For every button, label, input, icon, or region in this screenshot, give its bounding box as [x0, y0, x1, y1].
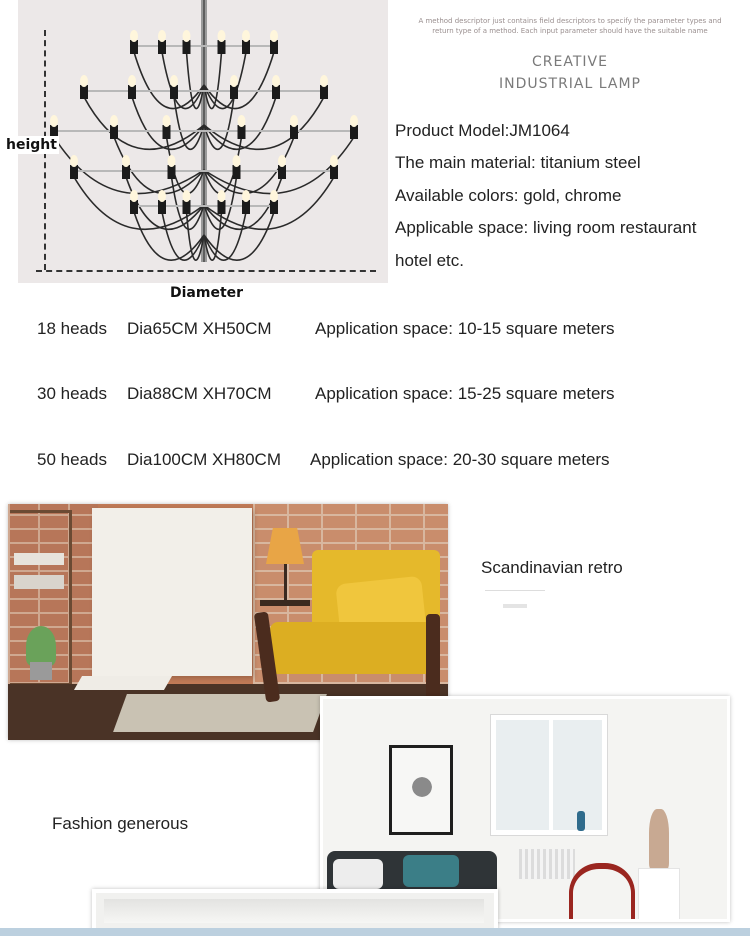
bulb — [183, 190, 191, 202]
bulb — [80, 75, 88, 87]
size-heads: 30 heads — [37, 384, 107, 403]
bulb — [218, 30, 226, 42]
bulb-socket — [110, 125, 118, 139]
size-dimensions: Dia65CM XH50CM — [127, 319, 272, 338]
chandelier-arm — [204, 52, 246, 109]
bulb — [50, 115, 58, 127]
bulb-socket — [320, 85, 328, 99]
spec-material: The main material: titanium steel — [395, 153, 641, 172]
bulb-socket — [278, 165, 286, 179]
size-application-space: Application space: 10-15 square meters — [315, 319, 615, 338]
size-application-space: Application space: 20-30 square meters — [310, 450, 610, 469]
title-industrial-lamp: INDUSTRIAL LAMP — [499, 76, 641, 92]
bulb — [163, 115, 171, 127]
bulb-socket — [290, 125, 298, 139]
bulb-socket — [170, 85, 178, 99]
bulb-socket — [270, 40, 278, 54]
chandelier-photo — [18, 0, 388, 283]
bulb-socket — [183, 40, 191, 54]
diameter-label: Diameter — [170, 285, 244, 301]
decorative-divider — [485, 590, 545, 591]
bulb — [183, 30, 191, 42]
bulb-socket — [350, 125, 358, 139]
height-label: height — [6, 137, 57, 153]
side-table — [260, 600, 310, 606]
bulb — [233, 155, 241, 167]
style-label-scandinavian: Scandinavian retro — [481, 558, 623, 577]
window — [491, 715, 607, 835]
bulb — [270, 30, 278, 42]
bulb — [278, 155, 286, 167]
bulb-socket — [70, 165, 78, 179]
bulb — [290, 115, 298, 127]
bulb-socket — [168, 165, 176, 179]
spec-product-model: Product Model:JM1064 — [395, 121, 570, 140]
bulb — [242, 30, 250, 42]
bulb-socket — [272, 85, 280, 99]
style-label-fashion: Fashion generous — [52, 814, 189, 833]
table-lamp-stem — [284, 564, 287, 604]
bulb-socket — [130, 200, 138, 214]
spec-applicable-space: Applicable space: living room restaurant — [395, 218, 697, 237]
armchair-arm-right — [426, 614, 440, 702]
radiator — [519, 849, 575, 879]
bulb-socket — [183, 200, 191, 214]
bulb-socket — [238, 125, 246, 139]
size-dimensions: Dia88CM XH70CM — [127, 384, 272, 403]
bulb — [230, 75, 238, 87]
chandelier-arm — [204, 212, 274, 260]
rug — [113, 694, 327, 732]
bulb-socket — [270, 200, 278, 214]
bulb — [158, 30, 166, 42]
bulb — [330, 155, 338, 167]
bulb-socket — [80, 85, 88, 99]
bulb — [168, 155, 176, 167]
sofa-pillow — [333, 859, 383, 889]
bulb-socket — [158, 200, 166, 214]
magazine — [74, 676, 172, 690]
bulb-socket — [330, 165, 338, 179]
bulb — [218, 190, 226, 202]
bulb-socket — [233, 165, 241, 179]
bulb-socket — [128, 85, 136, 99]
bulb — [242, 190, 250, 202]
red-chair — [569, 863, 635, 922]
bulb — [158, 190, 166, 202]
bulb — [170, 75, 178, 87]
tiny-description: A method descriptor just contains field descriptors to specify the parameter types and return type of a method. Each input parameter should have the suitable name — [418, 17, 722, 35]
potted-plant — [26, 626, 56, 666]
spec-colors: Available colors: gold, chrome — [395, 186, 622, 205]
blank-canvas — [92, 508, 252, 676]
bulb — [130, 30, 138, 42]
bulb-socket — [242, 200, 250, 214]
sofa-pillow — [403, 855, 459, 887]
spec-applicable-space-cont: hotel etc. — [395, 251, 464, 270]
armchair-seat — [270, 622, 436, 674]
bulb-socket — [218, 40, 226, 54]
bulb-socket — [218, 200, 226, 214]
bulb — [122, 155, 130, 167]
size-heads: 50 heads — [37, 450, 107, 469]
bulb — [70, 155, 78, 167]
tree-picture-frame — [389, 745, 453, 835]
size-application-space: Application space: 15-25 square meters — [315, 384, 615, 403]
sculpture — [649, 809, 669, 869]
bulb — [238, 115, 246, 127]
bulb — [110, 115, 118, 127]
plinth — [639, 869, 679, 922]
chandelier-arm — [162, 52, 204, 109]
bulb — [130, 190, 138, 202]
bulb-socket — [163, 125, 171, 139]
bulb-socket — [158, 40, 166, 54]
bulb — [272, 75, 280, 87]
bulb — [320, 75, 328, 87]
bulb-socket — [242, 40, 250, 54]
bulb-socket — [230, 85, 238, 99]
bulb — [270, 190, 278, 202]
decorative-mark — [503, 604, 527, 608]
bulb-socket — [130, 40, 138, 54]
bulb — [128, 75, 136, 87]
bulb-socket — [122, 165, 130, 179]
chandelier-illustration — [18, 0, 388, 283]
bulb — [350, 115, 358, 127]
bottom-strip — [0, 928, 750, 936]
size-dimensions: Dia100CM XH80CM — [127, 450, 281, 469]
vase — [577, 811, 585, 831]
title-creative: CREATIVE — [532, 54, 608, 70]
plant-pot — [30, 662, 52, 680]
size-heads: 18 heads — [37, 319, 107, 338]
chandelier-arm — [134, 212, 204, 260]
